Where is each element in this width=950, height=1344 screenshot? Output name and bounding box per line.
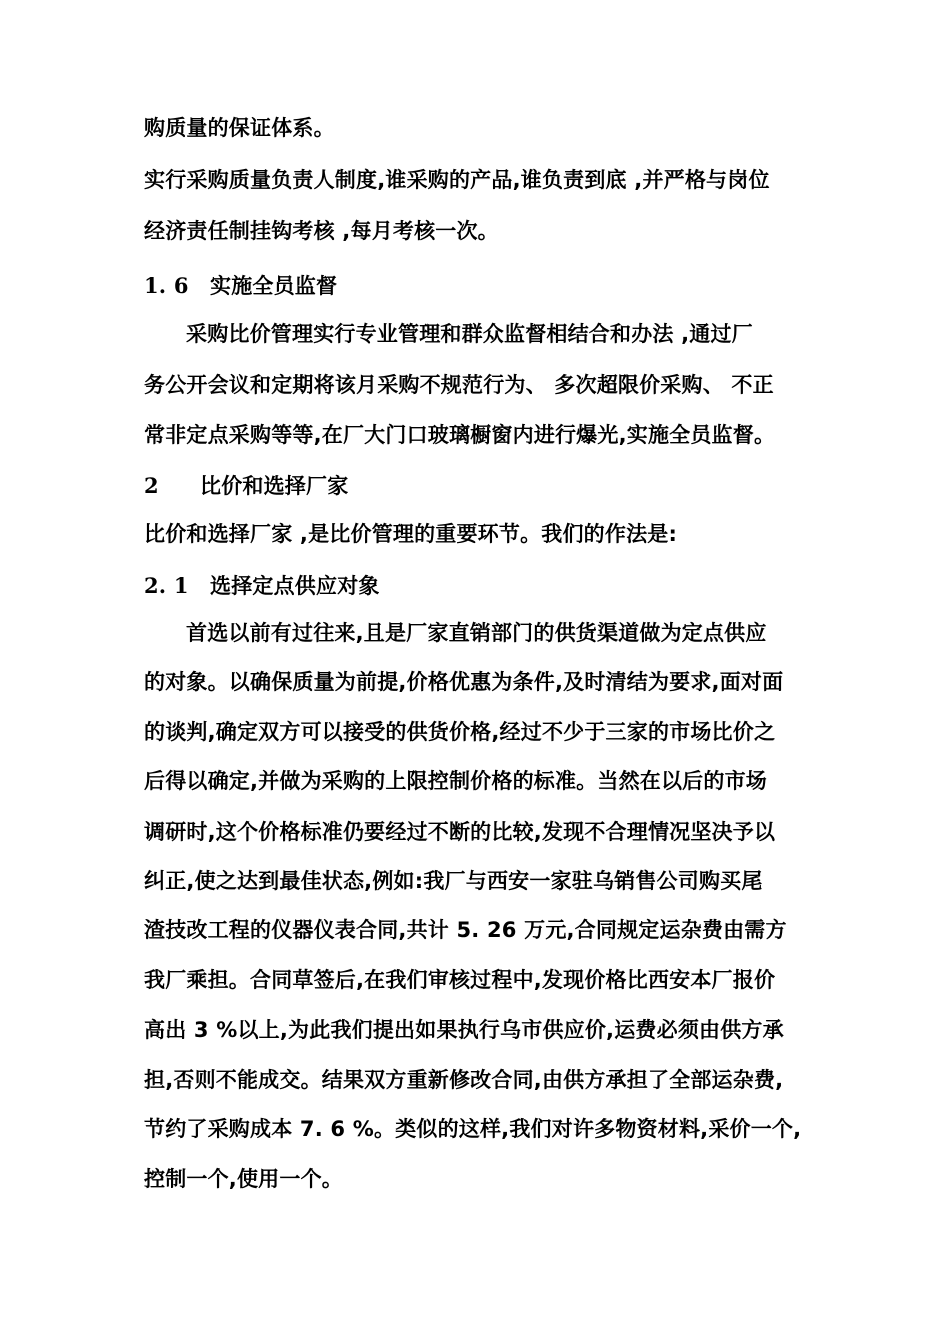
section-heading-2-1 bbox=[144, 572, 380, 600]
body-text-line: 渣技改工程的仪器仪表合同,共计 5. 26 万元,合同规定运杂费由需方 bbox=[144, 918, 787, 942]
body-text-line: 的对象。以确保质量为前提,价格优惠为条件,及时清结为要求,面对面 bbox=[144, 670, 784, 694]
body-text-line: 担,否则不能成交。结果双方重新修改合同,由供方承担了全部运杂费, bbox=[144, 1068, 784, 1092]
body-text-line: 实行采购质量负责人制度,谁采购的产品,谁负责到底 ,并严格与岗位 bbox=[144, 168, 770, 192]
body-text-line: 调研时,这个价格标准仍要经过不断的比较,发现不合理情况坚决予以 bbox=[144, 820, 776, 844]
body-text-line: 务公开会议和定期将该月采购不规范行为、 多次超限价采购、 不正 bbox=[144, 373, 774, 397]
body-text-line: 比价和选择厂家 ,是比价管理的重要环节。我们的作法是: bbox=[144, 522, 678, 546]
body-text-line: 后得以确定,并做为采购的上限控制价格的标准。当然在以后的市场 bbox=[144, 769, 767, 793]
body-text-line: 的谈判,确定双方可以接受的供货价格,经过不少于三家的市场比价之 bbox=[144, 720, 776, 744]
body-text-line: 采购比价管理实行专业管理和群众监督相结合和办法 ,通过厂 bbox=[186, 322, 753, 346]
body-text-line: 首选以前有过往来,且是厂家直销部门的供货渠道做为定点供应 bbox=[186, 621, 767, 645]
section-number: 2 bbox=[144, 473, 159, 498]
section-title: 比价和选择厂家 bbox=[200, 474, 349, 498]
body-text-line: 常非定点采购等等,在厂大门口玻璃橱窗内进行爆光,实施全员监督。 bbox=[144, 423, 776, 447]
section-title: 选择定点供应对象 bbox=[210, 574, 380, 598]
body-text-line: 购质量的保证体系。 bbox=[144, 116, 335, 140]
body-text-line: 高出 3 %以上,为此我们提出如果执行乌市供应价,运费必须由供方承 bbox=[144, 1018, 784, 1042]
section-heading-1-6 bbox=[144, 272, 337, 300]
body-text-line: 纠正,使之达到最佳状态,例如:我厂与西安一家驻乌销售公司购买尾 bbox=[144, 869, 763, 893]
section-number: 1. 6 bbox=[144, 273, 189, 298]
body-text-line: 节约了采购成本 7. 6 %。类似的这样,我们对许多物资材料,采价一个, bbox=[144, 1117, 802, 1141]
section-number: 2. 1 bbox=[144, 573, 189, 598]
section-title: 实施全员监督 bbox=[210, 274, 338, 298]
body-text-line: 我厂乘担。合同草签后,在我们审核过程中,发现价格比西安本厂报价 bbox=[144, 968, 776, 992]
section-heading-2 bbox=[144, 472, 348, 500]
body-text-line: 经济责任制挂钩考核 ,每月考核一次。 bbox=[144, 219, 499, 243]
body-text-line: 控制一个,使用一个。 bbox=[144, 1167, 343, 1191]
